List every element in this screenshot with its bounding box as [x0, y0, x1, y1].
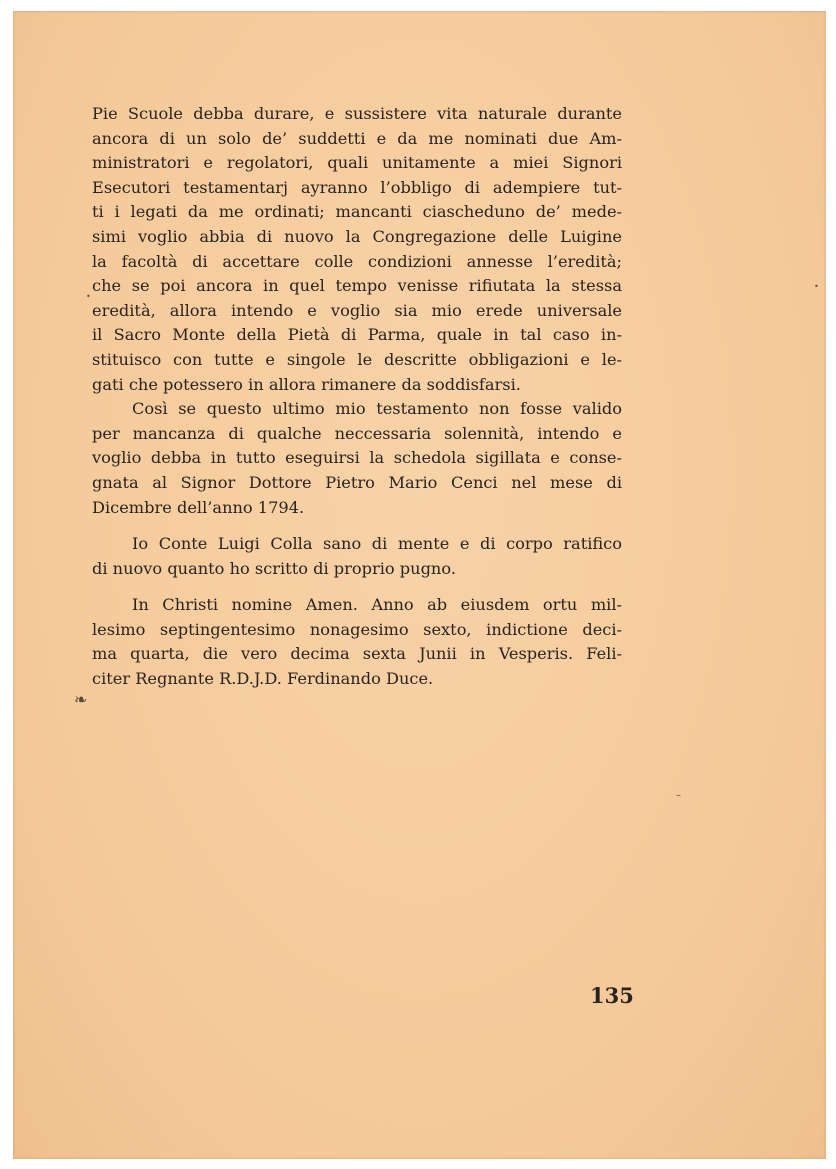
margin-mark-icon: ❧: [74, 690, 88, 709]
text-line: voglio debba in tutto eseguirsi la schedola sigillata e conse-: [92, 448, 622, 468]
text-line: che se poi ancora in quel tempo venisse rifiutata la stessa: [92, 276, 622, 296]
text-line: ti i legati da me ordinati; mancanti ciascheduno de’ mede-: [92, 202, 622, 222]
text-line: gati che potessero in allora rimanere da soddisfarsi.: [92, 374, 521, 394]
speck-mark-icon: –: [676, 790, 681, 801]
text-line: la facoltà di accettare colle condizioni annesse l’eredità;: [92, 251, 622, 271]
text-line: eredità, allora intendo e voglio sia mio erede universale: [92, 300, 622, 320]
text-line: gnata al Signor Dottore Pietro Mario Cenci nel mese di: [92, 472, 622, 492]
text-line: simi voglio abbia di nuovo la Congregazione delle Luigine: [92, 226, 622, 246]
speck-mark-icon: •: [86, 292, 91, 301]
text-line: Esecutori testamentarj ayranno l’obbligo di adempiere tut-: [92, 177, 622, 197]
document-text: [92, 102, 622, 692]
text-line: Dicembre dell’anno 1794.: [92, 497, 305, 517]
text-line: In Christi nomine Amen. Anno ab eiusdem ortu mil-: [132, 595, 622, 615]
text-line: Io Conte Luigi Colla sano di mente e di corpo ratifico: [132, 534, 622, 554]
paragraph-gap: [92, 520, 622, 532]
paragraph-3: [92, 532, 622, 581]
text-line: ancora di un solo de’ suddetti e da me nominati due Am-: [92, 128, 622, 148]
text-line: il Sacro Monte della Pietà di Parma, quale in tal caso in-: [92, 325, 622, 345]
text-line: ma quarta, die vero decima sexta Junii in Vesperis. Feli-: [92, 644, 622, 664]
text-line: ministratori e regolatori, quali unitamente a miei Signori: [92, 153, 622, 173]
paragraph-2: [92, 397, 622, 520]
text-line: lesimo septingentesimo nonagesimo sexto, indictione deci-: [92, 619, 622, 639]
page-number: 135: [590, 983, 634, 1008]
speck-mark-icon: •: [814, 282, 819, 291]
paragraph-gap: [92, 581, 622, 593]
text-line: Così se questo ultimo mio testamento non fosse valido: [132, 399, 622, 419]
paragraph-1: [92, 102, 622, 397]
text-line: Pie Scuole debba durare, e sussistere vita naturale durante: [92, 104, 622, 123]
text-line: di nuovo quanto ho scritto di proprio pugno.: [92, 558, 456, 578]
text-line: citer Regnante R.D.J.D. Ferdinando Duce.: [92, 669, 434, 689]
paragraph-4: [92, 593, 622, 691]
text-line: stituisco con tutte e singole le descritte obbligazioni e le-: [92, 349, 622, 369]
text-line: per mancanza di qualche neccessaria solennità, intendo e: [92, 423, 622, 443]
